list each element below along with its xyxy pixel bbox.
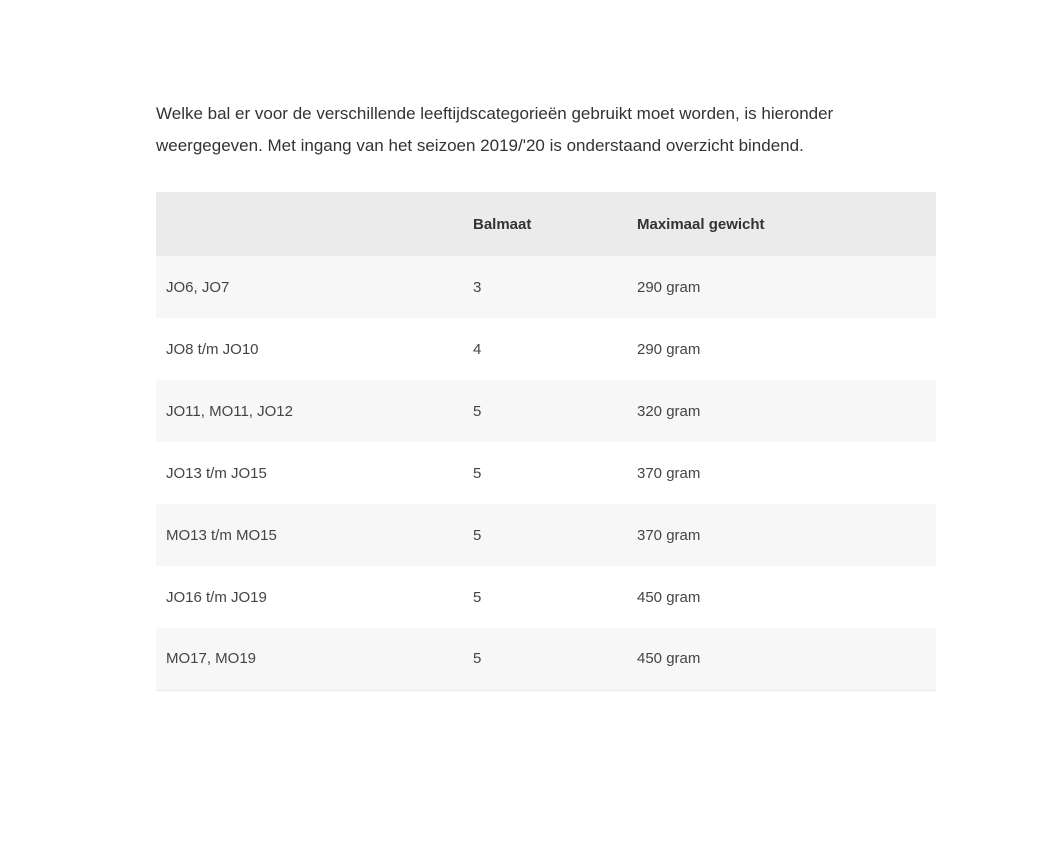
table-row bbox=[156, 628, 936, 690]
cell-ball-size: 5 bbox=[473, 526, 482, 544]
cell-max-weight: 320 gram bbox=[637, 402, 701, 420]
header-category bbox=[156, 192, 473, 256]
ball-size-table bbox=[156, 192, 936, 691]
cell-max-weight: 370 gram bbox=[637, 464, 701, 482]
cell-category: MO17, MO19 bbox=[166, 650, 257, 668]
cell-max-weight: 290 gram bbox=[637, 278, 701, 296]
cell-category: JO8 t/m JO10 bbox=[166, 340, 259, 358]
cell-ball-size: 3 bbox=[473, 278, 482, 296]
intro-paragraph: Welke bal er voor de verschillende leeftijdscategorieën gebruikt moet worden, is hieronder weergegeven. Met ingang van het seizoen 2019/'20 is onderstaand overzicht bindend. bbox=[156, 104, 834, 155]
header-max-weight: Maximaal gewicht bbox=[637, 215, 765, 233]
cell-category: JO6, JO7 bbox=[166, 278, 230, 296]
table-row bbox=[156, 318, 936, 380]
table-row bbox=[156, 566, 936, 628]
cell-ball-size: 5 bbox=[473, 650, 482, 668]
cell-max-weight: 450 gram bbox=[637, 650, 701, 668]
cell-ball-size: 4 bbox=[473, 340, 482, 358]
cell-max-weight: 290 gram bbox=[637, 340, 701, 358]
cell-ball-size: 5 bbox=[473, 588, 482, 606]
cell-max-weight: 370 gram bbox=[637, 526, 701, 544]
article-content bbox=[156, 98, 936, 668]
cell-category: JO11, MO11, JO12 bbox=[166, 402, 293, 420]
cell-ball-size: 5 bbox=[473, 402, 482, 420]
cell-category: MO13 t/m MO15 bbox=[166, 526, 277, 544]
table-row bbox=[156, 380, 936, 442]
cell-ball-size: 5 bbox=[473, 464, 482, 482]
table-row bbox=[156, 504, 936, 566]
header-ball-size: Balmaat bbox=[473, 215, 532, 233]
cell-category: JO16 t/m JO19 bbox=[166, 588, 267, 606]
cell-max-weight: 450 gram bbox=[637, 588, 701, 606]
table-row bbox=[156, 442, 936, 504]
table-header-row bbox=[156, 192, 936, 256]
table-row bbox=[156, 256, 936, 318]
cell-category: JO13 t/m JO15 bbox=[166, 464, 267, 482]
